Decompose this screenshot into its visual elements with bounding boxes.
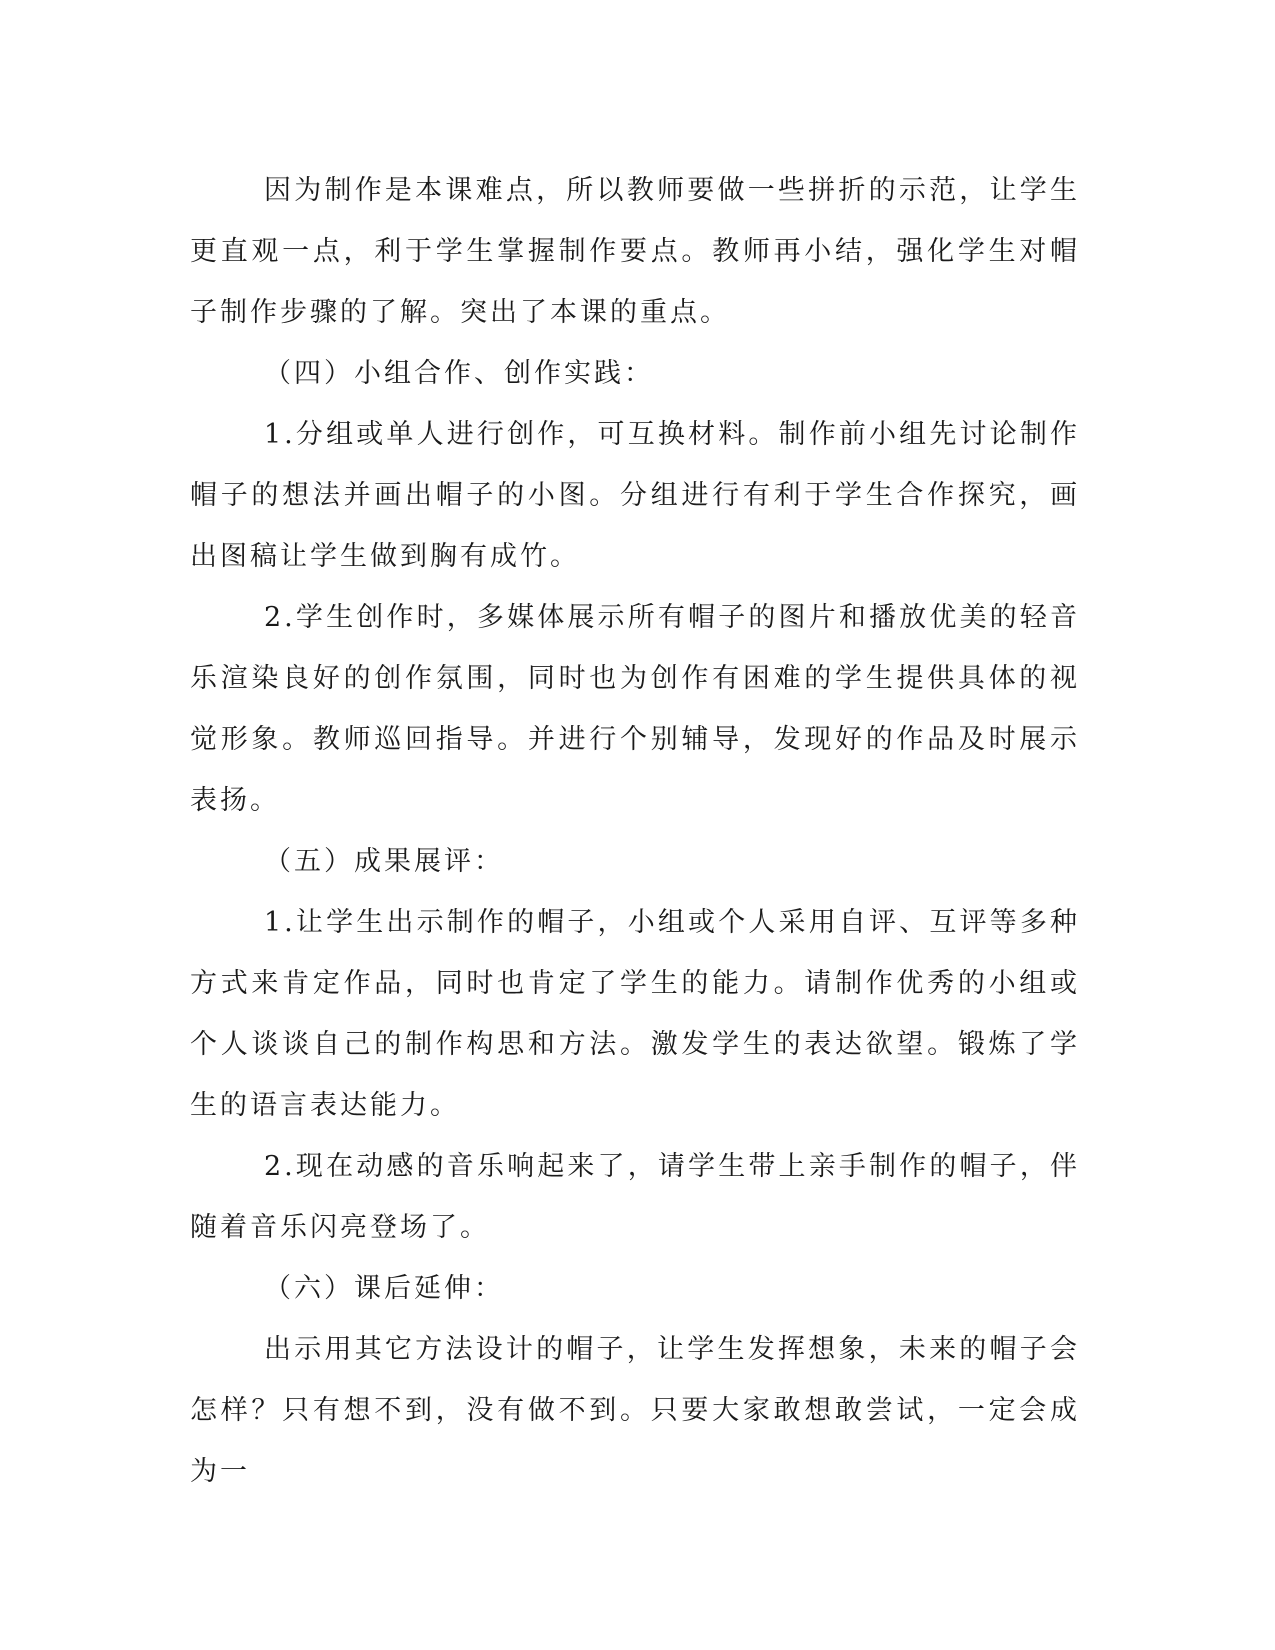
section-heading-five: （五）成果展评： [264, 846, 504, 877]
paragraph-multimedia-display: 2.学生创作时，多媒体展示所有帽子的图片和播放优美的轻音乐渲染良好的创作氛围，同时也为创作有困难的学生提供具体的视觉形象。教师巡回指导。并进行个别辅导，发现好的作品及时展示表扬。 [190, 602, 1080, 816]
section-heading-four: （四）小组合作、创作实践： [264, 358, 654, 389]
paragraph-extension: 出示用其它方法设计的帽子，让学生发挥想象，未来的帽子会怎样？只有想不到，没有做不到。只要大家敢想敢尝试，一定会成为一 [190, 1334, 1080, 1487]
section-heading-six: （六）课后延伸： [264, 1273, 504, 1304]
paragraph-demonstration: 因为制作是本课难点，所以教师要做一些拼折的示范，让学生更直观一点，利于学生掌握制作要点。教师再小结，强化学生对帽子制作步骤的了解。突出了本课的重点。 [190, 175, 1080, 328]
paragraph-music-show: 2.现在动感的音乐响起来了，请学生带上亲手制作的帽子，伴随着音乐闪亮登场了。 [190, 1151, 1080, 1243]
document-body [190, 160, 1080, 1502]
paragraph-evaluation: 1.让学生出示制作的帽子，小组或个人采用自评、互评等多种方式来肯定作品，同时也肯定了学生的能力。请制作优秀的小组或个人谈谈自己的制作构思和方法。激发学生的表达欲望。锻炼了学生的语言表达能力。 [190, 907, 1080, 1121]
paragraph-group-creation: 1.分组或单人进行创作，可互换材料。制作前小组先讨论制作帽子的想法并画出帽子的小图。分组进行有利于学生合作探究，画出图稿让学生做到胸有成竹。 [190, 419, 1080, 572]
